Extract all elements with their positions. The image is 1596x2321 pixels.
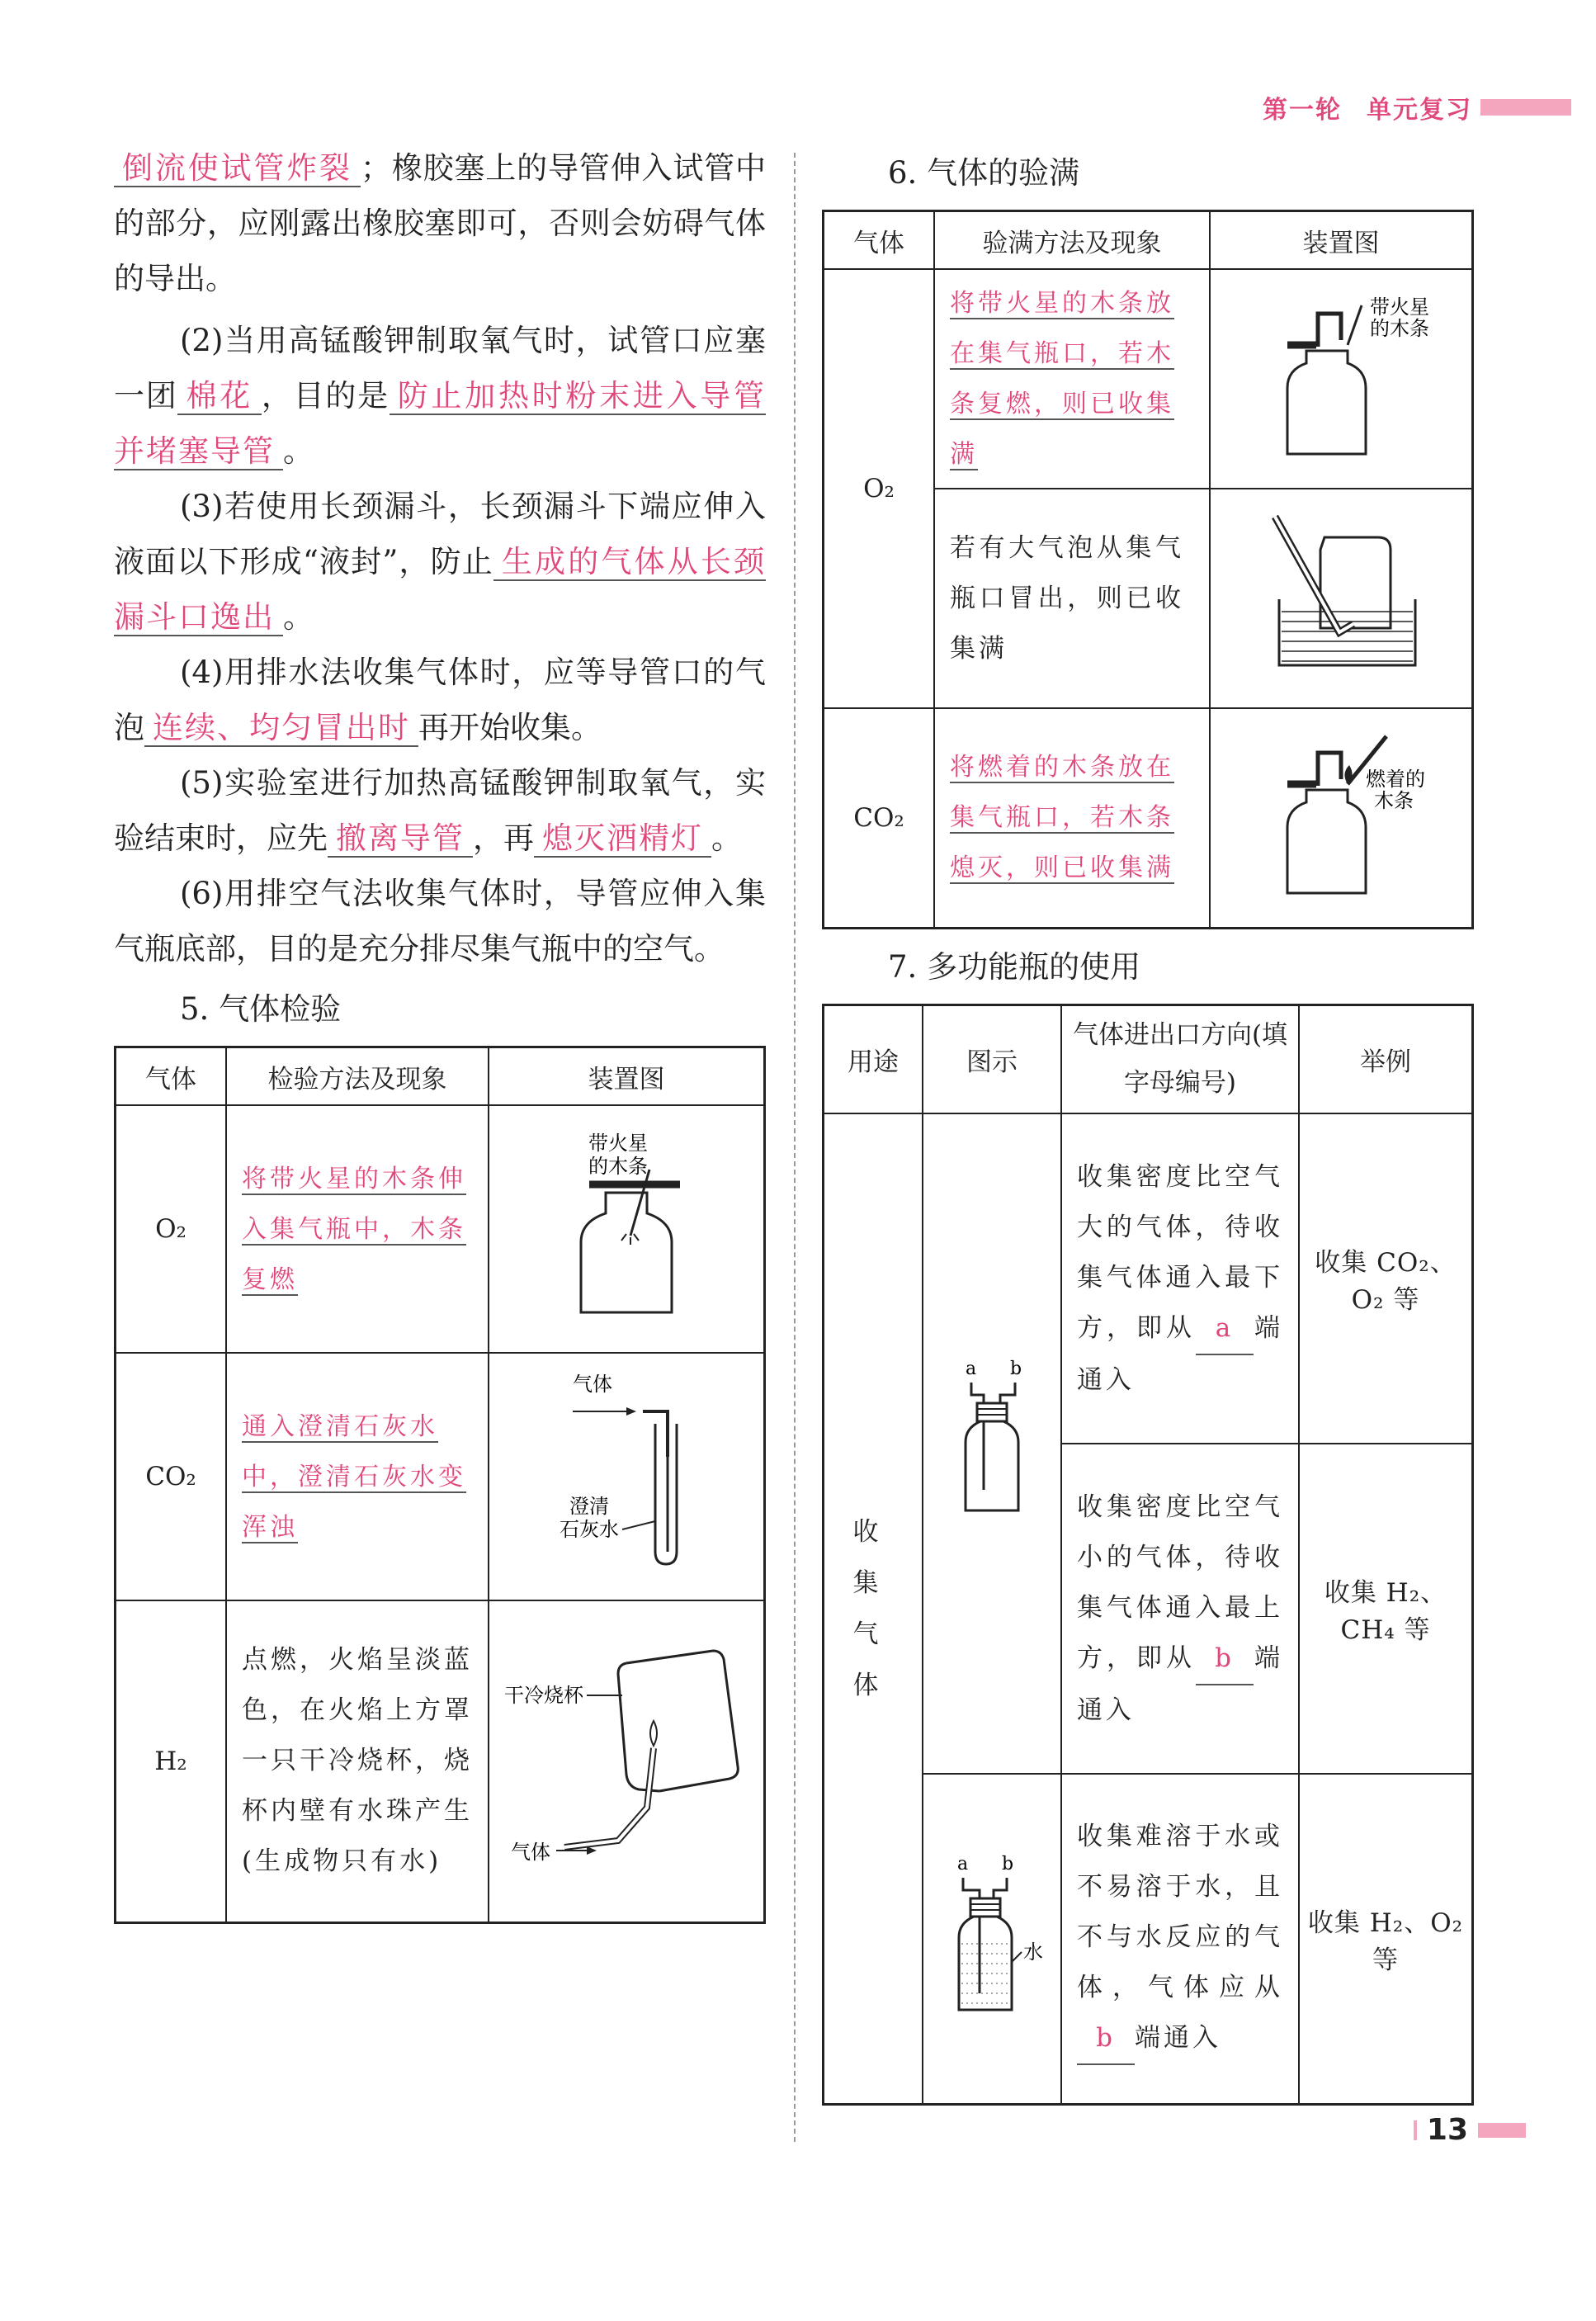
o2-full-figure	[1242, 281, 1440, 470]
water-bottle-figure	[934, 1845, 1050, 2026]
figure-cell	[489, 1353, 765, 1600]
bottle	[966, 1421, 1018, 1510]
bottle-figure	[934, 1350, 1050, 1531]
table-header: 气体	[116, 1047, 227, 1106]
answer-blank: 熄灭酒精灯	[534, 820, 711, 858]
answer-text: 将带火星的木条伸入集气瓶中，木条复燃	[242, 1164, 466, 1294]
example-cell: 收集 H₂、O₂ 等	[1299, 1774, 1473, 2104]
left-column	[114, 140, 766, 1924]
table-header: 气体	[824, 211, 935, 270]
water-displacement-figure	[1242, 500, 1440, 690]
pointer-line	[1012, 1952, 1022, 1962]
answer-blank: 倒流使试管炸裂	[114, 150, 361, 187]
direction-text: 端通入	[1135, 2023, 1221, 2054]
table-header: 用途	[824, 1005, 923, 1113]
chapter-label	[1263, 89, 1472, 125]
gas-test-table	[114, 1046, 766, 1924]
fig-label-water: 水	[1023, 1940, 1043, 1964]
paragraph-text: (2)当用高锰酸钾制取氧气时，试管口应塞一团	[114, 323, 766, 414]
gas-cell: O₂	[824, 269, 935, 708]
paragraph-2	[114, 313, 766, 479]
co2-test-figure	[527, 1366, 725, 1581]
arrow-head	[626, 1407, 636, 1416]
answer-blank: a	[1196, 1303, 1254, 1355]
page-number	[1414, 2113, 1526, 2147]
figure-cell	[489, 1105, 765, 1353]
page-header	[1263, 89, 1571, 125]
paragraph-text: 。	[283, 599, 314, 635]
fig-label: 的木条	[1370, 317, 1429, 340]
method-cell: 若有大气泡从集气瓶口冒出，则已收集满	[934, 489, 1210, 708]
answer-text: 将燃着的木条放在集气瓶口，若木条熄灭，则已收集满	[950, 753, 1174, 883]
table-header: 装置图	[1210, 211, 1473, 270]
table-header: 装置图	[489, 1047, 765, 1106]
table-header-row	[824, 211, 1473, 270]
page-number-text: 13	[1426, 2113, 1468, 2147]
paragraph-text: 再开始收集。	[418, 710, 602, 745]
page-tick	[1414, 2120, 1417, 2140]
direction-cell	[1061, 1774, 1299, 2104]
water-trough	[1279, 599, 1415, 665]
figure-cell	[489, 1600, 765, 1922]
fig-label: 气体	[573, 1373, 612, 1396]
table-header: 举例	[1299, 1005, 1473, 1113]
figure-cell	[923, 1113, 1061, 1774]
use-cell: 收集气体	[824, 1113, 923, 2104]
fig-label-b: b	[1002, 1853, 1014, 1874]
co2-full-figure	[1242, 720, 1440, 910]
fig-label: 石灰水	[560, 1518, 619, 1541]
fig-label-a: a	[966, 1359, 977, 1379]
answer-blank: b	[1196, 1633, 1254, 1685]
table-header-row	[824, 1005, 1473, 1113]
direction-text: 收集难溶于水或不易溶于水，且不与水反应的气体，气体应从	[1077, 1822, 1283, 2003]
section-5-title: 5. 气体检验	[180, 991, 342, 1027]
fig-label: 澄清	[569, 1495, 609, 1518]
answer-blank: 防止加热时粉末进入导管并堵塞导管	[114, 378, 767, 469]
fig-label: 带火星	[588, 1132, 648, 1155]
table-header: 图示	[923, 1005, 1061, 1113]
header-bar	[1480, 99, 1571, 116]
delivery-tube	[1318, 314, 1341, 347]
table-row	[824, 1113, 1473, 1444]
answer-blank: b	[1077, 2013, 1135, 2065]
gas-cell: O₂	[116, 1105, 227, 1353]
direction-cell	[1061, 1113, 1299, 1444]
figure-cell	[1210, 269, 1473, 489]
fig-label: 带火星	[1370, 295, 1429, 319]
paragraph-text: ，目的是	[261, 378, 390, 414]
direction-cell	[1061, 1444, 1299, 1774]
right-column	[822, 140, 1474, 2106]
fig-label: 的木条	[588, 1155, 648, 1178]
column-divider	[794, 153, 796, 2142]
table-row	[116, 1105, 765, 1353]
section-6-title: 6. 气体的验满	[888, 155, 1080, 191]
paragraph-text: (3)若使用长颈漏斗，长颈漏斗下端应伸入液面以下形成“液封”，防止	[114, 489, 766, 579]
delivery-tube	[1275, 517, 1353, 632]
gas-tube-inner	[564, 1748, 654, 1847]
table-header: 检验方法及现象	[226, 1047, 489, 1106]
method-cell	[934, 269, 1210, 489]
paragraph-6	[114, 866, 766, 976]
table-header-row	[116, 1047, 765, 1106]
long-tube	[971, 1383, 984, 1490]
fig-label-a: a	[957, 1853, 969, 1874]
pointer-line	[622, 1521, 655, 1529]
section-7-title: 7. 多功能瓶的使用	[888, 948, 1141, 985]
answer-text: 将带火星的木条放在集气瓶口，若木条复燃，则已收集满	[950, 289, 1174, 469]
gas-tube	[564, 1748, 654, 1847]
method-cell	[226, 1353, 489, 1600]
water-dots	[961, 1944, 1009, 2003]
method-cell	[934, 708, 1210, 928]
flame	[650, 1721, 657, 1746]
beaker	[626, 1651, 738, 1791]
h2-test-figure	[494, 1634, 758, 1882]
gas-full-check-table	[822, 210, 1474, 929]
delivery-tube	[1318, 753, 1341, 786]
paragraph-3	[114, 479, 766, 645]
gas-cell: CO₂	[824, 708, 935, 928]
paragraph-text: 。	[283, 433, 314, 469]
table-row	[824, 708, 1473, 928]
table-row	[824, 269, 1473, 489]
direction-text: 收集密度比空气小的气体，待收集气体通入最上方，即从	[1077, 1491, 1283, 1673]
figure-cell	[923, 1774, 1061, 2104]
fig-label: 气体	[511, 1840, 550, 1864]
example-cell: 收集 H₂、CH₄ 等	[1299, 1444, 1473, 1774]
direction-text: 收集密度比空气大的气体，待收集气体通入最下方，即从	[1077, 1161, 1283, 1343]
method-cell: 点燃，火焰呈淡蓝色，在火焰上方罩一只干冷烧杯，烧杯内壁有水珠产生(生成物只有水)	[226, 1600, 489, 1922]
stopper	[970, 1898, 1000, 1917]
wood-splint	[1348, 305, 1362, 345]
figure-cell	[1210, 489, 1473, 708]
table-header: 气体进出口方向(填字母编号)	[1061, 1005, 1299, 1113]
gas-bottle	[581, 1193, 672, 1312]
paragraph-text: (6)用排空气法收集气体时，导管应伸入集气瓶底部，目的是充分排尽集气瓶中的空气。	[114, 876, 766, 967]
gas-bottle	[1287, 790, 1366, 893]
unit-review-label: 单元复习	[1367, 96, 1472, 125]
direction-text: 端通入	[1077, 1312, 1283, 1395]
gas-cell: CO₂	[116, 1353, 227, 1600]
example-cell: 收集 CO₂、O₂ 等	[1299, 1113, 1473, 1444]
figure-cell	[1210, 708, 1473, 928]
o2-test-figure	[527, 1127, 725, 1325]
multifunction-bottle-table	[822, 1004, 1474, 2106]
page-bar	[1478, 2123, 1526, 2138]
fig-label: 木条	[1374, 788, 1414, 812]
paragraph-4	[114, 645, 766, 755]
paragraph-text: 。	[711, 820, 742, 856]
paragraph-text: ；橡胶塞上的导管伸入试管中的部分，应刚露出橡胶塞即可，否则会妨碍气体的导出。	[114, 150, 767, 296]
round-label: 第一轮	[1263, 96, 1342, 125]
spark	[621, 1234, 639, 1245]
long-tube	[963, 1878, 980, 1993]
paragraph-text: (5)实验室进行加热高锰酸钾制取氧气，实验结束时，应先	[114, 765, 766, 856]
gas-cell: H₂	[116, 1600, 227, 1922]
table-row	[116, 1600, 765, 1922]
method-cell	[226, 1105, 489, 1353]
answer-text: 通入澄清石灰水中，澄清石灰水变浑浊	[242, 1411, 466, 1542]
arrow-head	[587, 1846, 597, 1855]
paragraph-1	[114, 140, 766, 306]
paragraph-text: ，再	[473, 820, 534, 856]
table-header: 验满方法及现象	[934, 211, 1210, 270]
direction-text: 端通入	[1077, 1643, 1283, 1725]
paragraph-5	[114, 755, 766, 866]
answer-blank: 连续、均匀冒出时	[144, 710, 418, 747]
paragraph-text: (4)用排水法收集气体时，应等导管口的气泡	[114, 655, 766, 745]
stopper	[977, 1403, 1007, 1421]
answer-blank: 撤离导管	[328, 820, 473, 858]
answer-blank: 棉花	[177, 378, 261, 415]
table-row	[116, 1353, 765, 1600]
gas-bottle	[1287, 351, 1366, 454]
water-lines	[1282, 612, 1413, 661]
fig-label-b: b	[1010, 1359, 1022, 1379]
fig-label: 燃着的	[1366, 767, 1425, 791]
answer-blank: 生成的气体从长颈漏斗口逸出	[114, 544, 766, 635]
fig-label: 干冷烧杯	[504, 1683, 583, 1707]
